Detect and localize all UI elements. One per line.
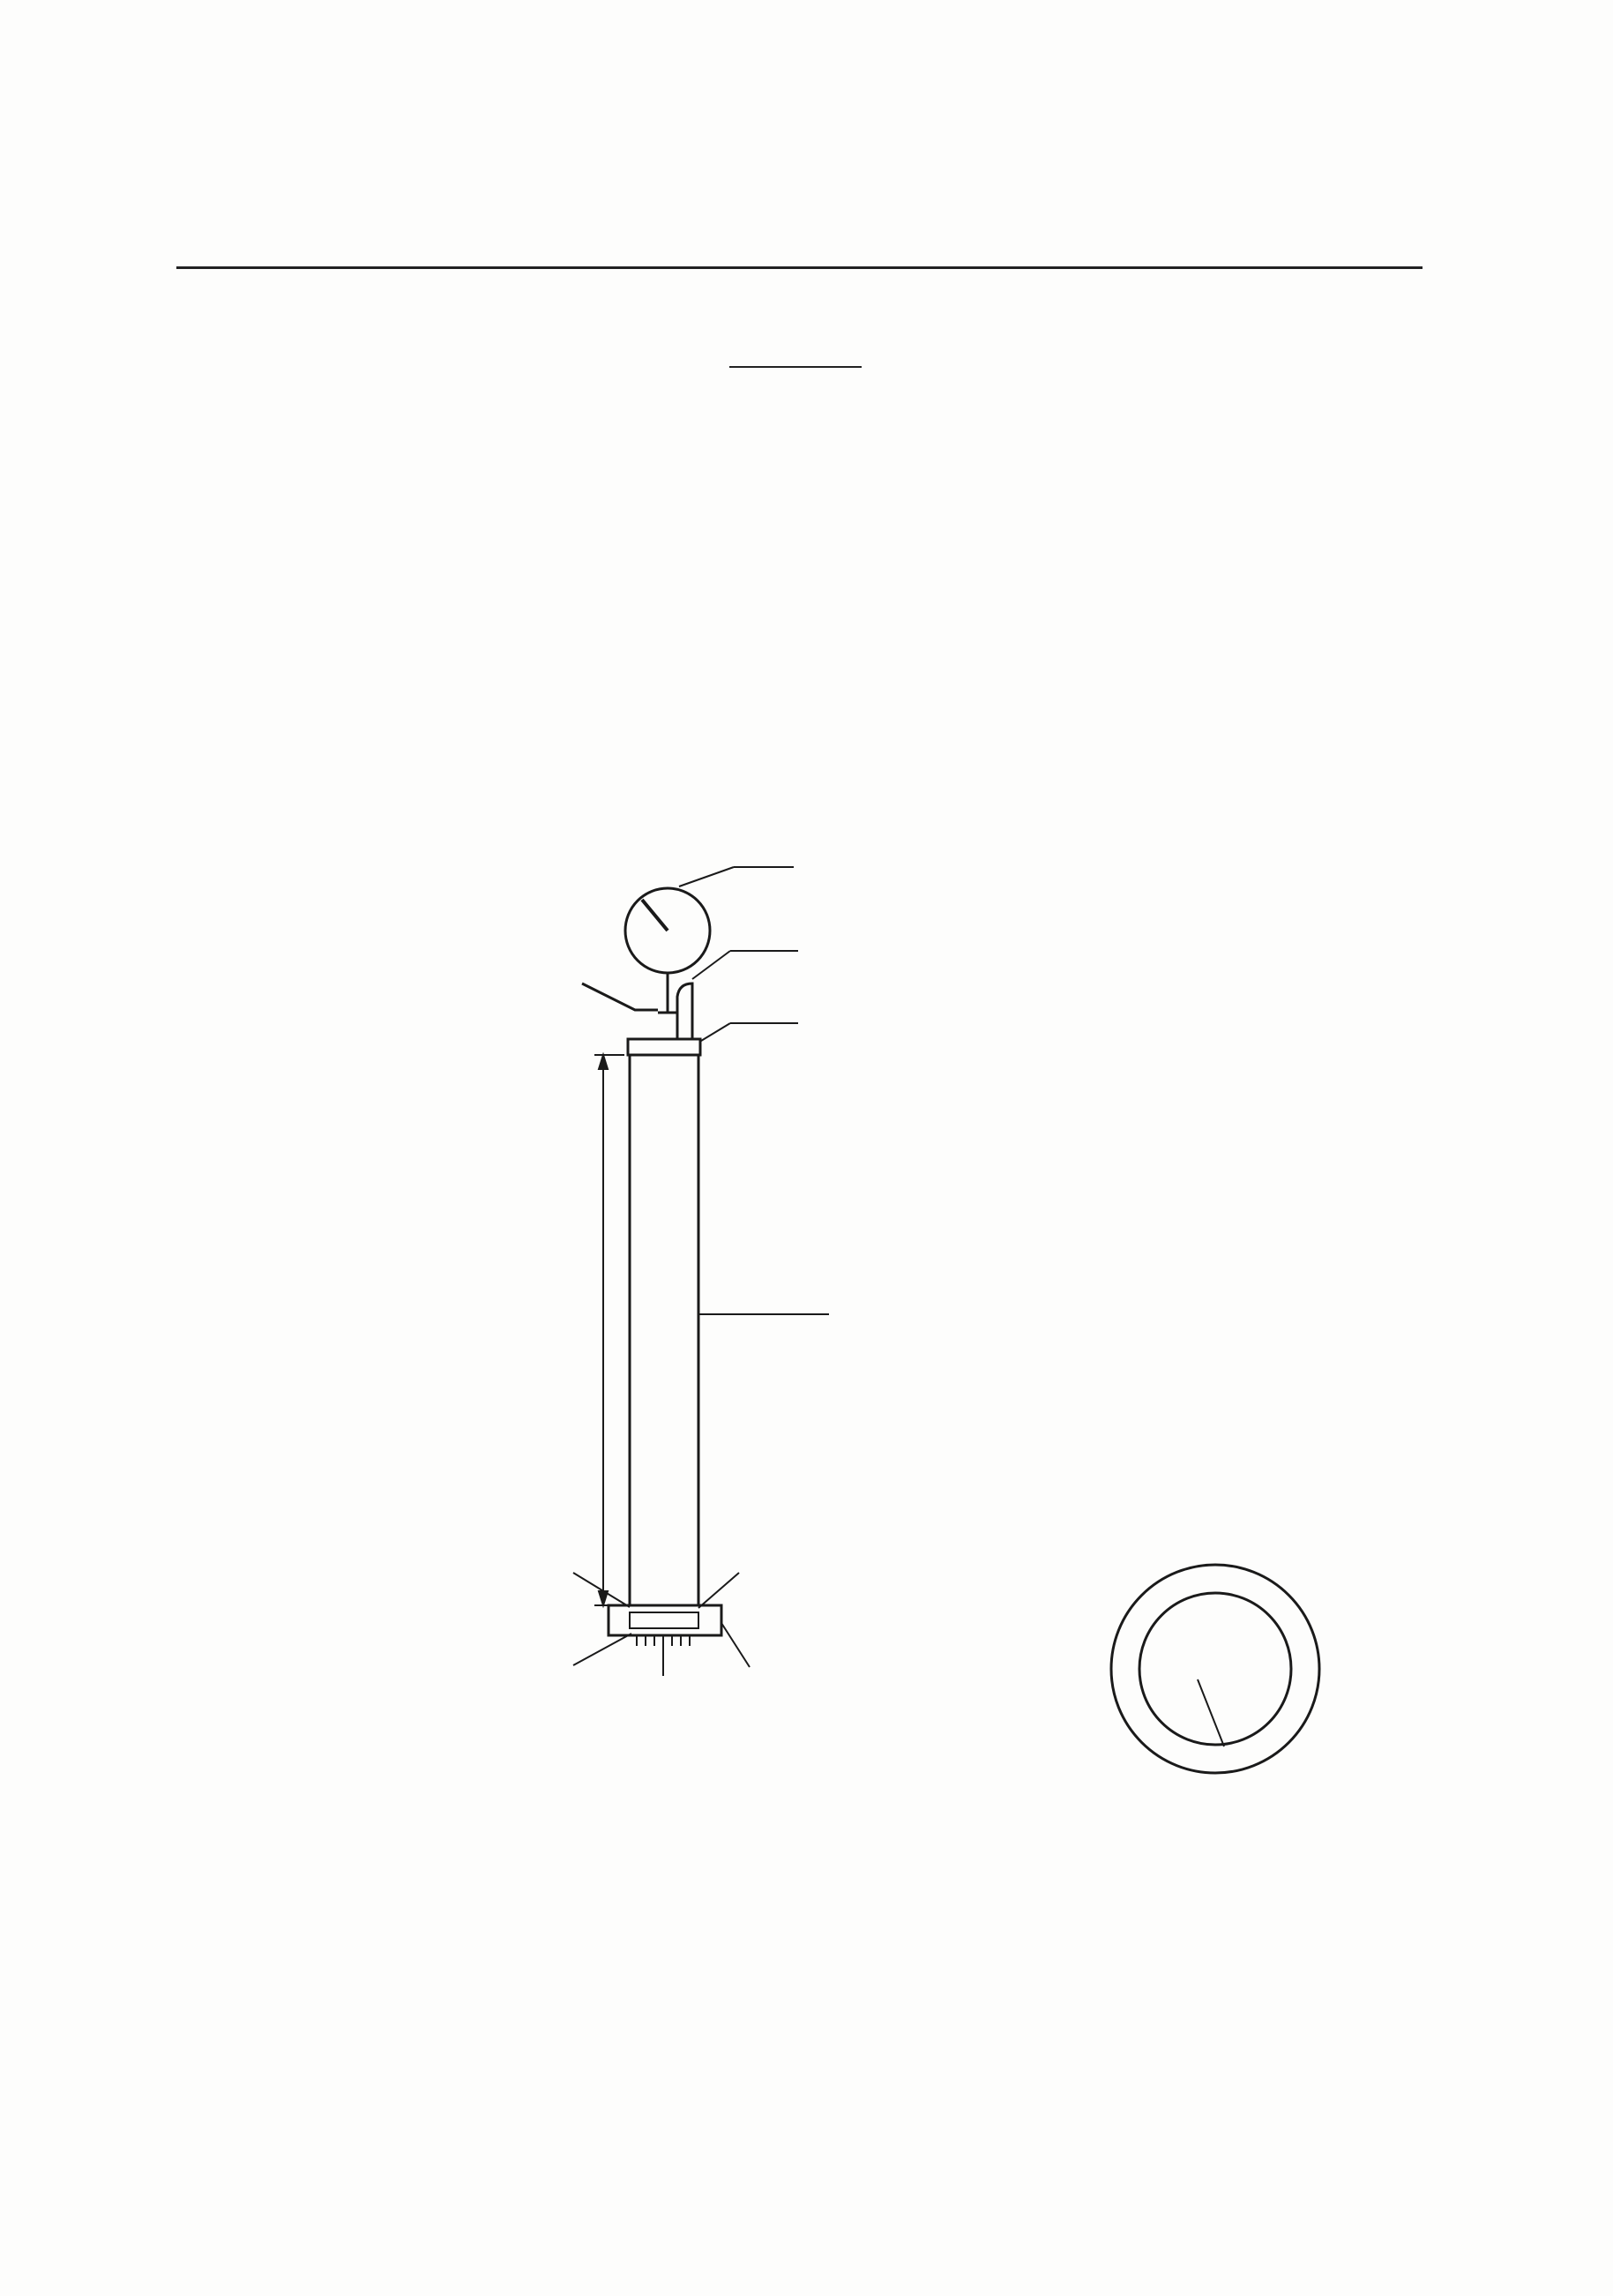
vent-pipe xyxy=(582,983,658,1010)
bottom-cap-outer-circle xyxy=(1111,1565,1319,1773)
drain-hole-ticks xyxy=(637,1635,690,1646)
top-cap xyxy=(628,1039,700,1055)
bottom-cap-schematic xyxy=(1111,1565,1319,1773)
height-dimension-line xyxy=(594,1055,624,1605)
bottom-cap xyxy=(609,1605,721,1635)
hose-pipe xyxy=(677,983,692,1039)
sample-layer xyxy=(630,1612,698,1628)
leader-lines xyxy=(573,867,829,1676)
drain-hole-leader xyxy=(1198,1679,1224,1746)
